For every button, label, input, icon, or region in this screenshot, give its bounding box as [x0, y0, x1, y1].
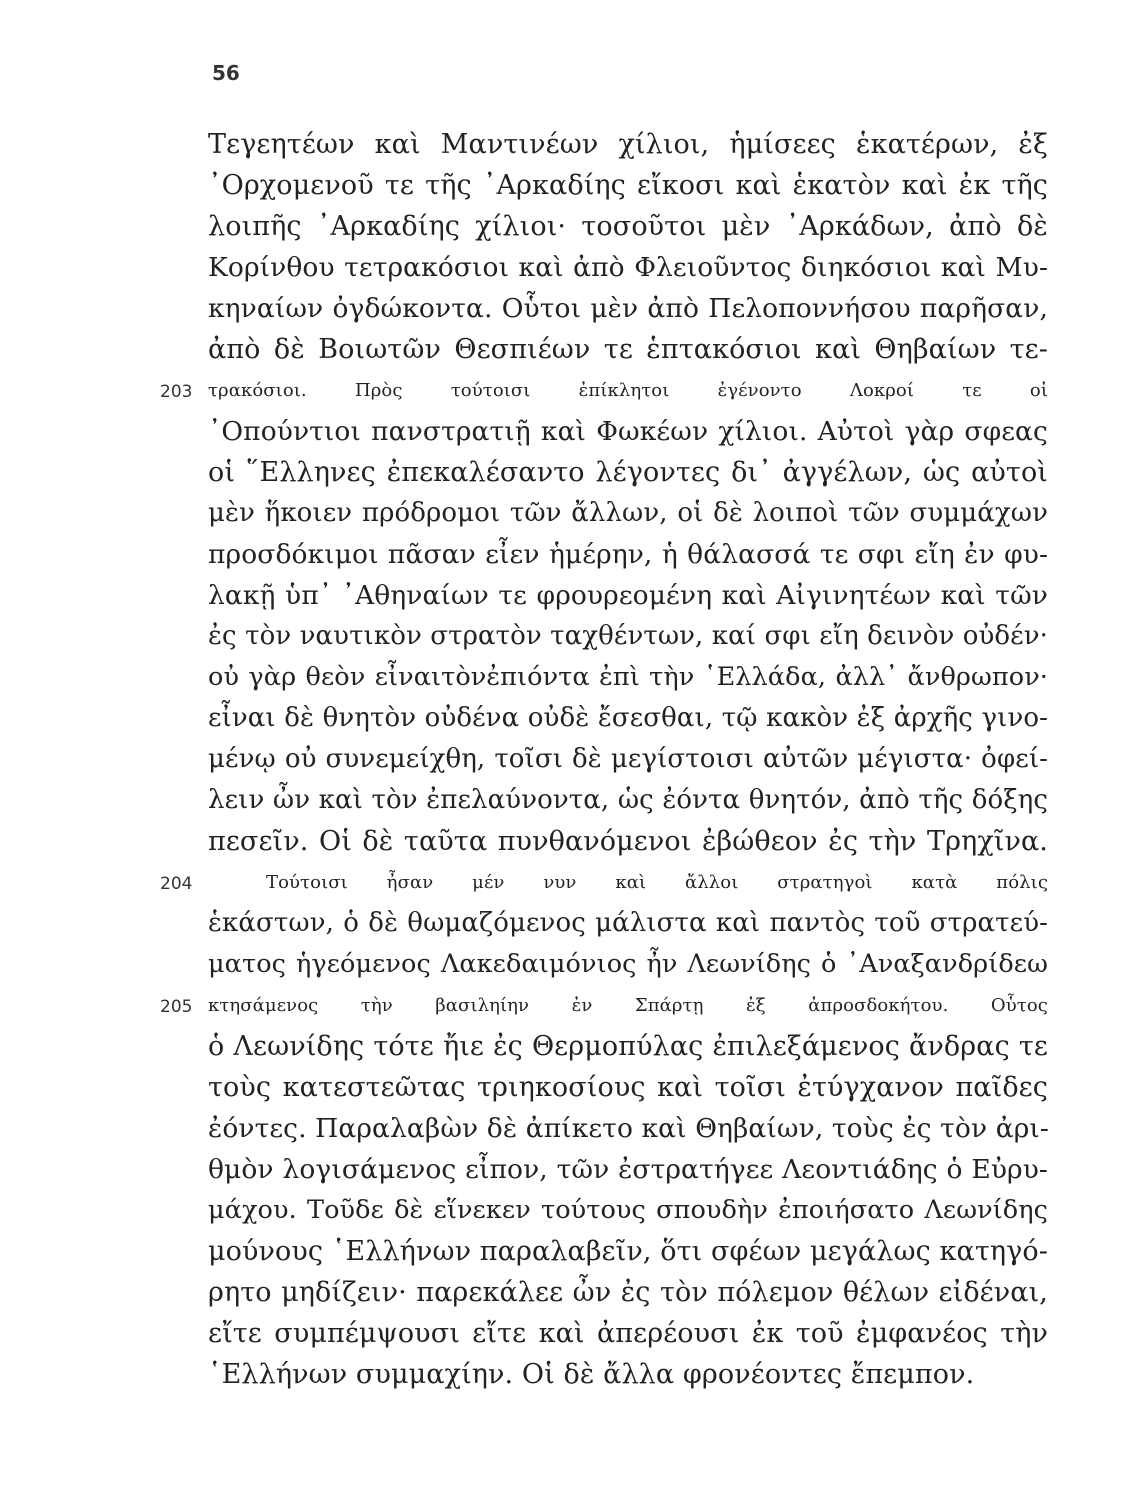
text-line: πεσεῖν. Οἱ δὲ ταῦτα πυνθανόμενοι ἐβώθεον ἐς τὴν Τρηχῖνα. [208, 826, 1048, 857]
margin-number-203: 203 [160, 382, 193, 402]
text-line: ᾿Οπούντιοι πανστρατιῇ καὶ Φωκέων χίλιοι. Αὐτοὶ γὰρ σφεας [208, 416, 1048, 447]
text-line: τοὺς κατεστεῶτας τριηκοσίους καὶ τοῖσι ἐτύγχανον παῖδες [208, 1072, 1048, 1103]
text-line: λειν ὦν καὶ τὸν ἐπελαύνοντα, ὡς ἐόντα θνητόν, ἀπὸ τῆς δόξης [208, 785, 1048, 815]
margin-number-205: 205 [160, 997, 193, 1017]
margin-number-204: 204 [160, 874, 193, 894]
text-block [160, 124, 1049, 1395]
text-line-last: ῾Ελλήνων συμμαχίην. Οἱ δὲ ἄλλα φρονέοντες ἔπεμπον. [208, 1359, 975, 1390]
text-line: προσδόκιμοι πᾶσαν εἶεν ἡμέρην, ἡ θάλασσά τε σφι εἴη ἐν φυ- [208, 539, 1048, 570]
text-line: ἑκάστων, ὁ δὲ θωμαζόμενος μάλιστα καὶ παντὸς τοῦ στρατεύ- [208, 908, 1048, 938]
text-line: ρητο μηδίζειν· παρεκάλεε ὦν ἐς τὸν πόλεμον θέλων εἰδέναι, [208, 1277, 1048, 1308]
text-line: ἐς τὸν ναυτικὸν στρατὸν ταχθέντων, καί σφι εἴη δεινὸν οὐδέν· [208, 621, 1048, 651]
text-line: λακῇ ὑπ᾿ ᾿Αθηναίων τε φρουρεομένη καὶ Αἰγινητέων καὶ τῶν [208, 580, 1048, 611]
text-line: λοιπῆς ᾿Αρκαδίης χίλιοι· τοσοῦτοι μὲν ᾿Αρκάδων, ἀπὸ δὲ [208, 211, 1048, 242]
text-line: Τεγεητέων καὶ Μαντινέων χίλιοι, ἡμίσεες ἑκατέρων, ἐξ [208, 129, 1048, 160]
text-line: οὐ γὰρ θεὸν εἶναιτὸνἐπιόντα ἐπὶ τὴν ῾Ελλάδα, ἀλλ᾿ ἄνθρωπον· [208, 662, 1048, 692]
text-line-203 [160, 370, 1048, 411]
text-line-205 [160, 985, 1048, 1026]
text-line: κηναίων ὀγδώκοντα. Οὗτοι μὲν ἀπὸ Πελοποννήσου παρῆσαν, [208, 293, 1048, 324]
text-line: εἶναι δὲ θνητὸν οὐδένα οὐδὲ ἔσεσθαι, τῷ κακὸν ἐξ ἀρχῆς γινο- [208, 703, 1048, 733]
text-line-content: κτησάμενος τὴν βασιληίην ἐν Σπάρτῃ ἐξ ἀπροσδοκήτου. Οὗτος [208, 995, 1048, 1016]
text-line: θμὸν λογισάμενος εἶπον, τῶν ἐστρατήγεε Λεοντιάδης ὁ Εὐρυ- [208, 1154, 1048, 1185]
text-line: οἱ ῞Ελληνες ἐπεκαλέσαντο λέγοντες δι᾿ ἀγγέλων, ὡς αὐτοὶ [208, 457, 1048, 488]
text-line-content: τρακόσιοι. Πρὸς τούτοισι ἐπίκλητοι ἐγένοντο Λοκροί τε οἱ [208, 380, 1048, 401]
text-line: ἐόντες. Παραλαβὼν δὲ ἀπίκετο καὶ Θηβαίων, τοὺς ἐς τὸν ἀρι- [208, 1113, 1049, 1144]
text-line: ματος ἡγεόμενος Λακεδαιμόνιος ἦν Λεωνίδης ὁ ᾿Αναξανδρίδεω [208, 949, 1048, 979]
text-line: μὲν ἥκοιεν πρόδρομοι τῶν ἄλλων, οἱ δὲ λοιποὶ τῶν συμμάχων [208, 498, 1048, 528]
text-line: ὁ Λεωνίδης τότε ἤιε ἐς Θερμοπύλας ἐπιλεξάμενος ἄνδρας τε [208, 1031, 1048, 1062]
text-line: ἀπὸ δὲ Βοιωτῶν Θεσπιέων τε ἑπτακόσιοι καὶ Θηβαίων τε- [208, 334, 1048, 365]
text-line: μούνους ῾Ελλήνων παραλαβεῖν, ὅτι σφέων μεγάλως κατηγό- [208, 1236, 1048, 1267]
text-line-204 [160, 862, 1048, 903]
text-line: Κορίνθου τετρακόσιοι καὶ ἀπὸ Φλειοῦντος διηκόσιοι καὶ Μυ- [208, 252, 1048, 283]
text-line-content: Τούτοισι ἦσαν μέν νυν καὶ ἄλλοι στρατηγοὶ κατὰ πόλις [266, 872, 1048, 893]
text-line: ᾿Ορχομενοῦ τε τῆς ᾿Αρκαδίης εἴκοσι καὶ ἑκατὸν καὶ ἐκ τῆς [208, 170, 1048, 201]
text-line: μένῳ οὐ συνεμείχθη, τοῖσι δὲ μεγίστοισι αὐτῶν μέγιστα· ὀφεί- [208, 744, 1048, 774]
text-line: μάχου. Τοῦδε δὲ εἵνεκεν τούτους σπουδὴν ἐποιήσατο Λεωνίδης [208, 1195, 1048, 1225]
text-line: εἴτε συμπέμψουσι εἴτε καὶ ἀπερέουσι ἐκ τοῦ ἐμφανέος τὴν [208, 1318, 1048, 1349]
page-number: 56 [212, 61, 240, 85]
